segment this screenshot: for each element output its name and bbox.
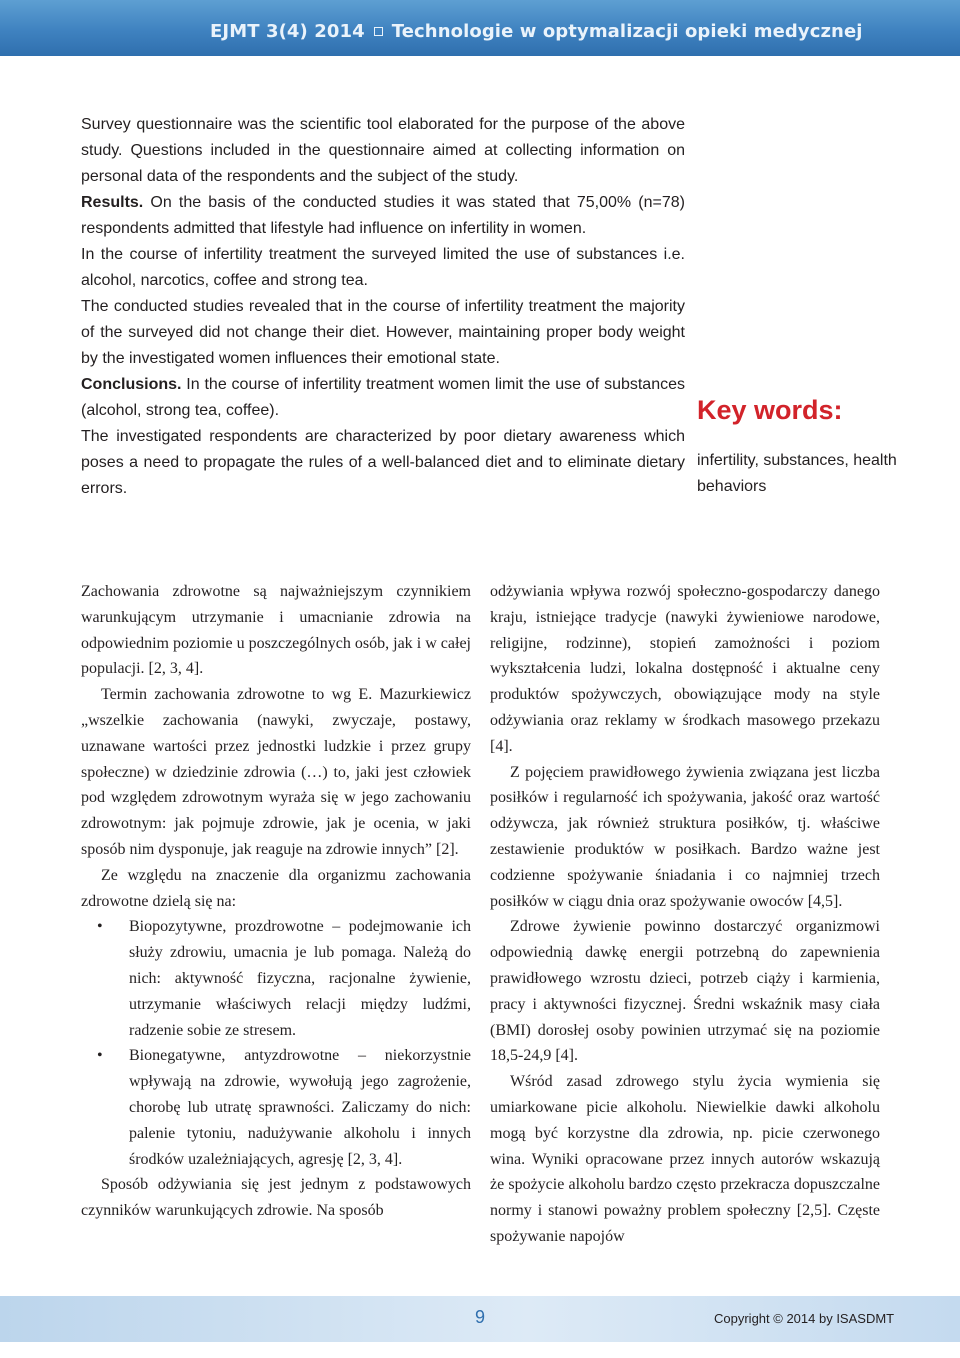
left-paragraph-4: Sposób odżywiania się jest jednym z podstawowych czynników warunkujących zdrowie. Na sposób	[81, 1176, 471, 1220]
running-header	[210, 21, 863, 49]
page-footer-bar	[0, 1296, 960, 1342]
journal-issue: EJMT 3(4) 2014	[210, 21, 365, 42]
right-paragraph-3: Zdrowe żywienie powinno dostarczyć organizmowi odpowiednią dawkę energii potrzebną do zapewnienia prawidłowego wzrostu dzieci, potrzeb ciąży i karmienia, pracy i aktywności fizycznej. Średni wskaźnik masy ciała (BMI) dorosłej osoby powinien utrzymać się na poziomie 18,5-24,9 [4].	[490, 918, 880, 1065]
page-header-bar	[0, 0, 960, 56]
conclusions-label: Conclusions.	[81, 376, 182, 393]
page-number: 9	[474, 1307, 485, 1327]
results-text-2: In the course of infertility treatment the surveyed limited the use of substances i.e. alcohol, narcotics, coffee and strong tea.	[81, 246, 685, 289]
section-title: Technologie w optymalizacji opieki medycznej	[391, 21, 863, 42]
keywords-list: infertility, substances, health behaviors	[697, 452, 897, 495]
right-paragraph-4: Wśród zasad zdrowego stylu życia wymienia się umiarkowane picie alkoholu. Niewielkie dawki alkoholu mogą być korzystne dla zdrowia, np. picie czerwonego wina. Wyniki opracowane przez innych autorów wskazują że spożycie alkoholu bardzo często przekracza dopuszczalne normy i stanowi poważny problem społeczny [2,5]. Częste spożywanie napojów	[490, 1073, 880, 1245]
abstract-conclusions-paragraph	[81, 372, 685, 424]
conclusions-text-1: In the course of infertility treatment women limit the use of substances (alcohol, strong tea, coffee).	[81, 376, 686, 419]
right-paragraph-1: odżywiania wpływa rozwój społeczno-gospodarczy danego kraju, istniejące tradycje (nawyki żywieniowe narodowe, religijne, rodzinne), stopień zamożności i poziom wykształcenia ludzi, lokalna dostępność i aktualne ceny produktów spożywczych, obowiązujące mody na style odżywiania oraz reklamy w środkach masowego przekazu [4].	[490, 583, 880, 755]
abstract-block	[81, 112, 685, 502]
left-paragraph-2: Termin zachowania zdrowotne to wg E. Mazurkiewicz „wszelkie zachowania (nawyki, zwyczaje, postawy, uznawane wartości przez jednostki ludzkie i przez grupy społeczne) w dziedzinie zdrowia (…) to, jaki jest człowiek pod względem zdrowotnym wyraża się w jego zachowaniu zdrowotnym: jak pojmuje zdrowie, jak je ocenia, w jaki sposób nim dysponuje, jak reaguje na zdrowie innych” [2].	[81, 686, 471, 858]
results-text-3: The conducted studies revealed that in the course of infertility treatment the majority of the surveyed did not change their diet. However, maintaining proper body weight by the investigated women influences their emotional state.	[81, 298, 685, 367]
results-text-1: On the basis of the conducted studies it was stated that 75,00% (n=78) respondents admitted that lifestyle had influence on infertility in women.	[81, 194, 685, 237]
list-item: • Biopozytywne, prozdrowotne – podejmowanie ich służy zdrowiu, umacnia je lub pomaga. Należą do nich: aktywność fizyczna, racjonalne żywienie, utrzymanie właściwych relacji między ludźmi, radzenie sobie ze stresem.	[81, 914, 471, 1043]
separator-square-icon	[374, 27, 383, 36]
abstract-intro: Survey questionnaire was the scientific tool elaborated for the purpose of the above study. Questions included in the questionnaire aimed at collecting information on personal data of the respondents and the subject of the study.	[81, 116, 685, 185]
abstract-results-paragraph	[81, 190, 685, 242]
left-paragraph-1: Zachowania zdrowotne są najważniejszym czynnikiem warunkującym utrzymanie i umacnianie zdrowia na odpowiednim poziomie u poszczególnych osób, jak i w całej populacji. [2, 3, 4].	[81, 583, 471, 678]
right-paragraph-2: Z pojęciem prawidłowego żywienia związana jest liczba posiłków i regularność ich spożywania, jakość oraz wartość odżywcza, jak również struktura posiłków, tj. właściwe zestawienie produktów w posiłkach. Bardzo ważne jest codzienne spożywanie śniadania i co najmniej trzech posiłków w ciągu dnia oraz spożywanie owoców [4,5].	[490, 763, 880, 910]
keywords-heading: Key words:	[697, 395, 843, 425]
list-item: • Bionegatywne, antyzdrowotne – niekorzystnie wpływają na zdrowie, wywołują jego zagrożenie, chorobę lub utratę sprawności. Zaliczamy do nich: palenie tytoniu, nadużywanie alkoholu i innych środków uzależniających, agresję [2, 3, 4].	[81, 1043, 471, 1172]
body-column-left	[81, 579, 471, 1224]
body-column-right	[490, 579, 880, 1250]
behavior-types-list	[81, 914, 471, 1172]
left-paragraph-3: Ze względu na znaczenie dla organizmu zachowania zdrowotne dzielą się na:	[81, 866, 471, 910]
results-label: Results.	[81, 194, 144, 211]
conclusions-text-2: The investigated respondents are characterized by poor dietary awareness which poses a need to propagate the rules of a well-balanced diet and to eliminate dietary errors.	[81, 428, 685, 497]
copyright-notice: Copyright © 2014 by ISASDMT	[714, 1311, 895, 1326]
